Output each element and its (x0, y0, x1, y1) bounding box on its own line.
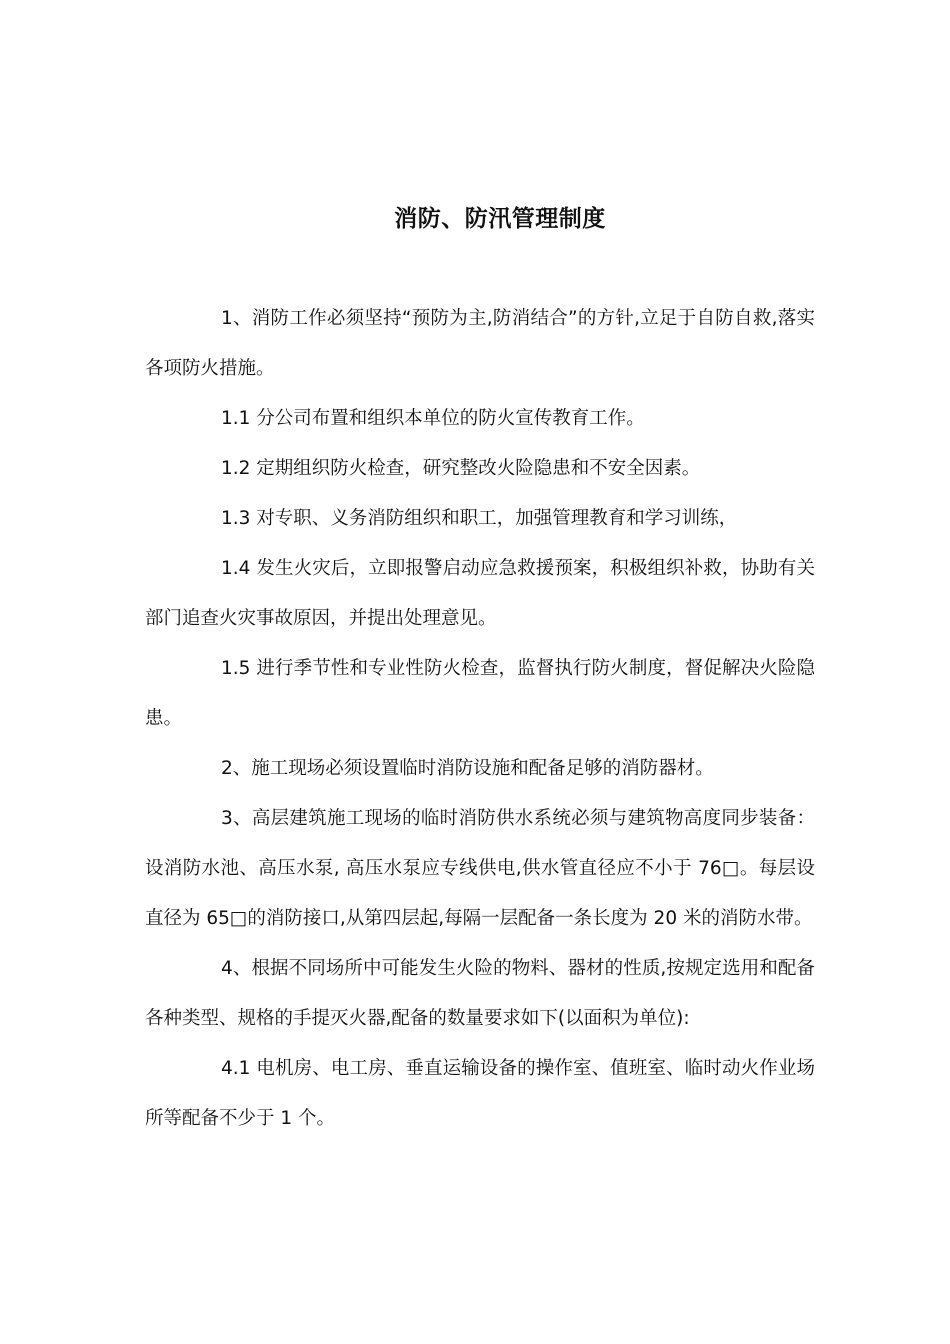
paragraph-1-3: 1.3 对专职、义务消防组织和职工，加强管理教育和学习训练， (221, 508, 738, 529)
paragraph-3: 3、高层建筑施工现场的临时消防供水系统必须与建筑物高度同步装备：设消防水池、高压水泵, 高压水泵应专线供电,供水管直径应不小于 76□。每层设直径为 65□的消防接口,从第四层起,每隔一层配备一条长度为 20 米的消防水带。 (145, 808, 815, 929)
paragraph-4: 4、根据不同场所中可能发生火险的物料、器材的性质,按规定选用和配备各种类型、规格的手提灭火器,配备的数量要求如下(以面积为单位): (145, 958, 815, 1029)
paragraph-1: 1、消防工作必须坚持“预防为主,防消结合”的方针,立足于自防自救,落实各项防火措施。 (145, 308, 815, 379)
paragraph-1-4: 1.4 发生火灾后，立即报警启动应急救援预案，积极组织补救，协助有关部门追查火灾事故原因，并提出处理意见。 (145, 558, 815, 629)
paragraph-1-2: 1.2 定期组织防火检查，研究整改火险隐患和不安全因素。 (221, 458, 701, 479)
paragraph-1-1: 1.1 分公司布置和组织本单位的防火宣传教育工作。 (221, 408, 645, 429)
paragraph-4-1: 4.1 电机房、电工房、垂直运输设备的操作室、值班室、临时动火作业场所等配备不少于 1 个。 (145, 1058, 815, 1129)
document-body (145, 294, 815, 1144)
paragraph-2: 2、施工现场必须设置临时消防设施和配备足够的消防器材。 (221, 758, 714, 779)
paragraph-1-5: 1.5 进行季节性和专业性防火检查，监督执行防火制度，督促解决火险隐患。 (145, 658, 815, 729)
page-title: 消防、防汛管理制度 (394, 206, 606, 232)
